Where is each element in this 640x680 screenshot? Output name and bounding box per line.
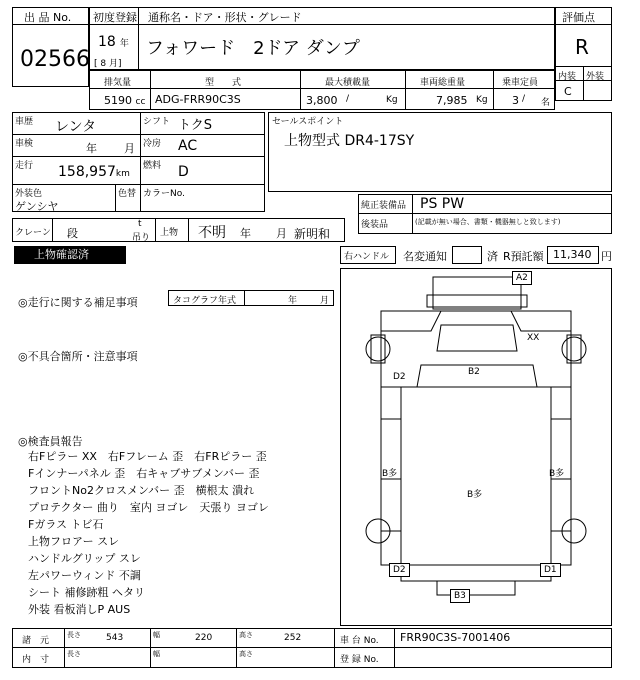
mark-b-multi-center: B多 bbox=[467, 490, 483, 500]
inner-length-label: 長さ bbox=[67, 650, 81, 658]
defect-label: ◎不具合箇所・注意事項 bbox=[18, 350, 138, 363]
windshield bbox=[437, 325, 517, 351]
shift: トクS bbox=[178, 118, 212, 133]
gvw-label: 車両総重量 bbox=[420, 78, 466, 88]
front-left-tire bbox=[366, 337, 390, 361]
front-bumper bbox=[433, 277, 521, 309]
body-year: 年 bbox=[240, 227, 251, 240]
inspection-year: 年 bbox=[86, 142, 97, 155]
ac-label: 冷房 bbox=[143, 139, 162, 149]
reg-year: 18 年 bbox=[98, 34, 129, 50]
mark-d1: D1 bbox=[540, 563, 561, 577]
name-change-label: 名変通知 bbox=[403, 250, 447, 263]
mileage: 158,957km bbox=[58, 164, 130, 180]
name-change-box bbox=[452, 246, 482, 264]
color-label: 外装色 bbox=[15, 189, 43, 199]
height: 252 bbox=[284, 633, 302, 643]
displacement: 5190 cc bbox=[104, 94, 146, 107]
report-line: 左パワーウィンド 不調 bbox=[28, 569, 141, 582]
tacho-year: 年 bbox=[288, 296, 298, 306]
mark-b3: B3 bbox=[450, 589, 470, 603]
mark-a2: A2 bbox=[512, 271, 532, 285]
front-right-wheel bbox=[567, 335, 581, 363]
mark-xx: XX bbox=[527, 333, 540, 343]
retro-label: 後装品 bbox=[361, 220, 389, 230]
crane-stage: 段 bbox=[67, 227, 78, 240]
report-line: Fインナーパネル 歪 右キャブサブメンバー 歪 bbox=[28, 467, 260, 480]
rear-bumper bbox=[437, 581, 515, 595]
tacho-label: タコグラフ年式 bbox=[173, 296, 237, 306]
history: レンタ bbox=[55, 119, 97, 135]
capacity: 3 bbox=[512, 94, 519, 107]
max-load: 3,800 bbox=[306, 94, 338, 107]
color-no-label: カラーNo. bbox=[143, 189, 185, 199]
gvw-unit: Kg bbox=[476, 95, 488, 105]
body-maker: 不明 bbox=[198, 225, 226, 241]
length: 543 bbox=[106, 633, 124, 643]
reg-no-label: 登 録 No. bbox=[340, 655, 379, 665]
interior-score: C bbox=[564, 85, 572, 98]
model-label: 型 式 bbox=[205, 78, 242, 88]
dump-body bbox=[381, 387, 571, 565]
history-label: 車歴 bbox=[15, 117, 34, 127]
report-line: ハンドルグリップ スレ bbox=[28, 552, 141, 565]
mark-b-multi-left: B多 bbox=[382, 469, 398, 479]
inner-width-label: 幅 bbox=[153, 650, 160, 658]
length-label: 長さ bbox=[67, 631, 81, 639]
lot-label: 出 品 No. bbox=[24, 11, 72, 24]
chassis-label: 車 台 No. bbox=[340, 636, 379, 646]
crane-label: クレーン bbox=[15, 228, 51, 238]
width: 220 bbox=[195, 633, 213, 643]
capacity-unit: 名 bbox=[541, 98, 551, 108]
inner-label: 内 寸 bbox=[22, 655, 50, 665]
body-check-badge: 上物確認済 bbox=[14, 246, 126, 264]
exterior-label: 外装 bbox=[586, 72, 605, 82]
name-label: 通称名・ドア・形状・グレード bbox=[148, 11, 302, 24]
report-label: ◎検査員報告 bbox=[18, 435, 83, 448]
tacho-month: 月 bbox=[320, 296, 330, 306]
report-line: シート 補修跡粗 ヘタリ bbox=[28, 586, 145, 599]
recycle-label: R預託額 bbox=[503, 250, 544, 263]
mark-b2: B2 bbox=[468, 367, 480, 377]
gvw: 7,985 bbox=[436, 94, 468, 107]
cab-doors bbox=[381, 311, 571, 331]
sales-label: セールスポイント bbox=[272, 117, 344, 127]
mark-d2-top: D2 bbox=[393, 372, 406, 382]
car-name: フォワード 2ドア ダンプ bbox=[146, 38, 360, 59]
report-list bbox=[28, 448, 269, 618]
crane-t: t bbox=[138, 219, 142, 229]
shift-label: シフト bbox=[143, 117, 171, 127]
fuel: D bbox=[178, 164, 189, 180]
inner-height-label: 高さ bbox=[239, 650, 253, 658]
color: ゲンシヤ bbox=[15, 200, 59, 213]
height-label: 高さ bbox=[239, 631, 253, 639]
capacity-label: 乗車定員 bbox=[502, 78, 539, 88]
interior-label: 内装 bbox=[558, 72, 577, 82]
report-line: 上物フロアー スレ bbox=[28, 535, 120, 548]
equip-label: 純正装備品 bbox=[361, 201, 407, 211]
mark-b-multi-right: B多 bbox=[549, 469, 565, 479]
score-value: R bbox=[575, 35, 589, 59]
recycle-unit: 円 bbox=[601, 250, 612, 263]
recycle-prefix: 済 bbox=[487, 250, 498, 263]
disp-label: 排気量 bbox=[104, 78, 132, 88]
report-line: フロントNo2クロスメンバー 歪 横根太 潰れ bbox=[28, 484, 255, 497]
load-label: 最大積載量 bbox=[325, 78, 371, 88]
front-left-wheel bbox=[371, 335, 385, 363]
mileage-label: 走行 bbox=[15, 161, 34, 171]
report-line: プロテクター 曲り 室内 ヨゴレ 天張り ヨゴレ bbox=[28, 501, 269, 514]
body-label: 上物 bbox=[160, 228, 179, 238]
ac: AC bbox=[178, 138, 198, 154]
inspection-label: 車検 bbox=[15, 139, 34, 149]
body-side-lines bbox=[401, 387, 551, 565]
recycle-value: 11,340 bbox=[553, 248, 592, 261]
equip: PS PW bbox=[420, 196, 465, 212]
retro-note: (記載が無い場合、書類・機器無しと致します) bbox=[415, 218, 561, 226]
footer-box bbox=[12, 628, 612, 668]
score-label: 評価点 bbox=[562, 11, 595, 24]
sales-text: 上物型式 DR4-17SY bbox=[284, 133, 415, 149]
inspection-month: 月 bbox=[124, 142, 135, 155]
body-ribs bbox=[381, 419, 571, 531]
crane-lift: 吊り bbox=[132, 233, 151, 243]
cab-grille bbox=[427, 295, 527, 307]
max-load-unit: Kg bbox=[386, 95, 398, 105]
rhd: 右ハンドル bbox=[344, 252, 390, 262]
mark-d2-bottom: D2 bbox=[389, 563, 410, 577]
vehicle-diagram bbox=[340, 268, 612, 626]
chassis-no: FRR90C3S-7001406 bbox=[400, 631, 511, 644]
front-right-tire bbox=[562, 337, 586, 361]
fuel-label: 燃料 bbox=[143, 161, 162, 171]
report-line: Fガラス トビ石 bbox=[28, 518, 104, 531]
body-maker2: 新明和 bbox=[294, 227, 331, 241]
width-label: 幅 bbox=[153, 631, 160, 639]
model-code: ADG-FRR90C3S bbox=[155, 93, 241, 106]
lot-number: 02566 bbox=[20, 47, 90, 72]
report-line: 外装 看板消しP AUS bbox=[28, 603, 131, 616]
body-month: 月 bbox=[276, 227, 287, 240]
running-label: ◎走行に関する補足事項 bbox=[18, 296, 138, 309]
reg-month: [ 8 月] bbox=[94, 59, 122, 69]
rear-gate bbox=[401, 565, 551, 581]
dim-label: 諸 元 bbox=[22, 636, 50, 646]
color-change-label: 色替 bbox=[118, 189, 137, 199]
info-box bbox=[12, 112, 265, 212]
first-reg-label: 初度登録 bbox=[93, 11, 137, 24]
report-line: 右Fピラー XX 右Fフレーム 歪 右FRピラー 歪 bbox=[28, 450, 267, 463]
